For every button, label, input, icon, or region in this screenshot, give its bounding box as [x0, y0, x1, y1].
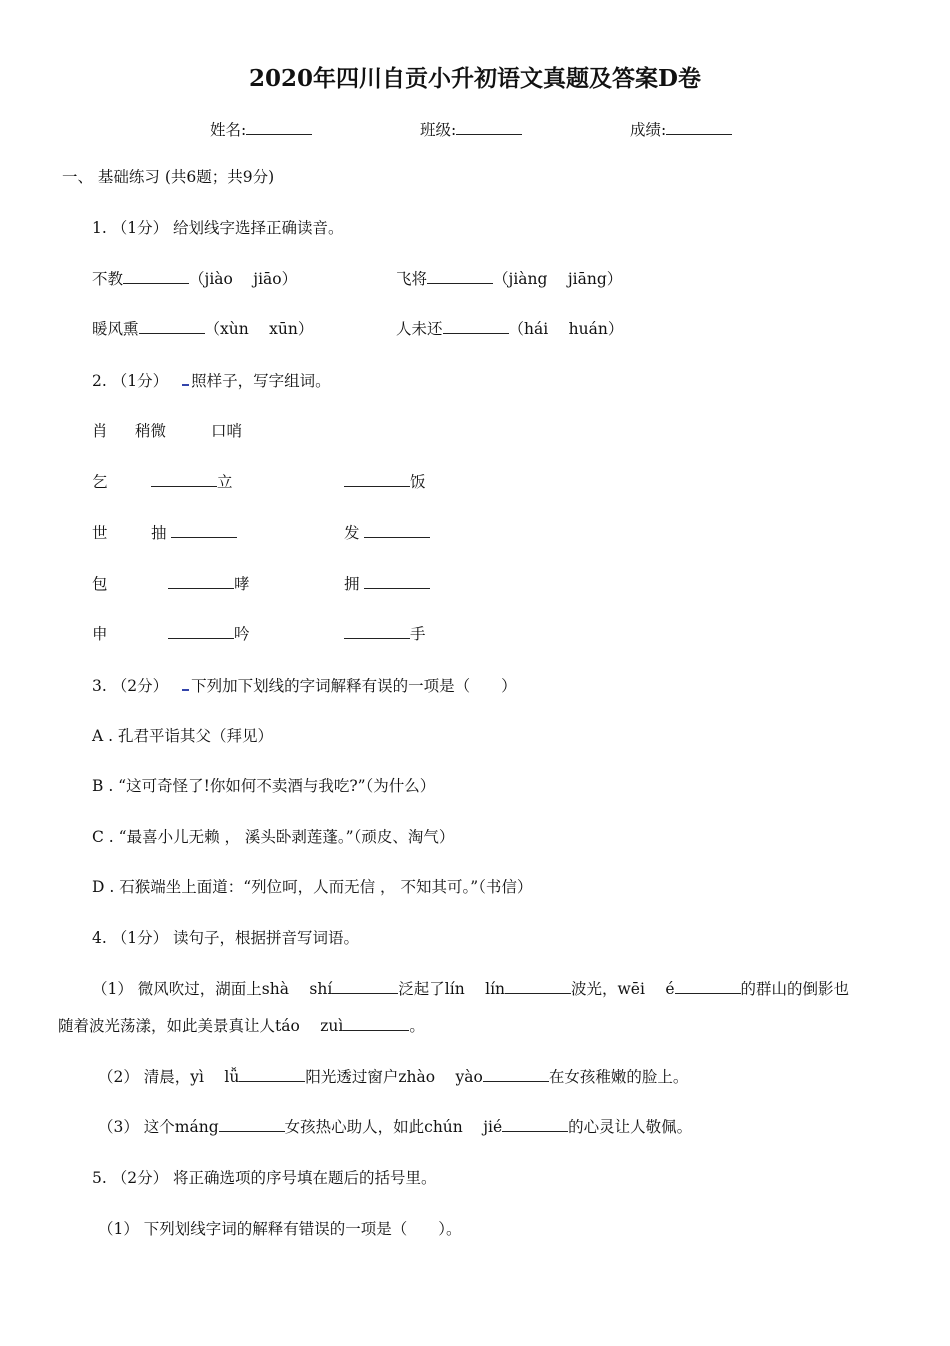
- underline-marker: [182, 370, 189, 386]
- q4-part2: [98, 1067, 688, 1087]
- q2-char: 手: [410, 625, 426, 643]
- q1-options: （jiàng jiāng）: [493, 270, 623, 288]
- q4-text: 随着波光荡漾，如此美景真让人táo zuì: [58, 1017, 344, 1035]
- score-blank[interactable]: [666, 120, 732, 135]
- q5-sub1: （1） 下列划线字词的解释有错误的一项是（ ）。: [98, 1220, 462, 1238]
- q1-item-1: [92, 269, 297, 289]
- answer-blank[interactable]: [344, 472, 410, 487]
- answer-blank[interactable]: [151, 472, 217, 487]
- q2-char: 拥: [344, 575, 360, 593]
- name-blank[interactable]: [246, 120, 312, 135]
- q1-options: （xùn xūn）: [204, 320, 314, 338]
- class-blank[interactable]: [456, 120, 522, 135]
- q1-item-3: [92, 319, 313, 339]
- q2-char: 哮: [234, 575, 250, 593]
- q4-text: （3） 这个máng: [98, 1118, 219, 1136]
- answer-blank[interactable]: [332, 979, 398, 994]
- q4-part1-line2: [58, 1016, 425, 1036]
- q4-text: 在女孩稚嫩的脸上。: [548, 1068, 689, 1086]
- section-heading: 一、 基础练习 (共6题；共9分): [62, 168, 275, 186]
- answer-blank[interactable]: [675, 979, 741, 994]
- q4-text: 阳光透过窗户zhào yào: [305, 1068, 483, 1086]
- q2-row1-b: [344, 472, 426, 492]
- answer-blank[interactable]: [344, 624, 410, 639]
- answer-blank[interactable]: [502, 1117, 568, 1132]
- q2-row4-b: [344, 624, 426, 644]
- class-label: 班级:: [420, 121, 457, 139]
- answer-blank[interactable]: [139, 319, 205, 334]
- q2-example-word1: 稍微: [135, 422, 167, 440]
- q3-stem: [92, 675, 517, 696]
- q1-options: （hái huán）: [508, 320, 624, 338]
- q2-char: 饭: [410, 473, 426, 491]
- answer-blank[interactable]: [171, 523, 237, 538]
- underline-marker: [182, 675, 189, 691]
- q2-row2-a: [151, 523, 237, 543]
- q2-row1-a: [151, 472, 233, 492]
- q1-word: 人未还: [396, 320, 443, 338]
- score-field[interactable]: [630, 118, 732, 140]
- q2-row-char: 申: [92, 625, 108, 643]
- q2-stem: [92, 370, 331, 391]
- q4-part1-line1: [92, 979, 849, 999]
- q2-char: 发: [344, 524, 360, 542]
- answer-blank[interactable]: [364, 523, 430, 538]
- class-field[interactable]: [420, 118, 522, 140]
- answer-blank[interactable]: [505, 979, 571, 994]
- q2-char: 抽: [151, 524, 167, 542]
- q2-row3-b: [344, 574, 430, 594]
- q2-example-char: 肖: [92, 422, 108, 440]
- q1-word: 暖风熏: [92, 320, 139, 338]
- q1-word: 飞将: [396, 270, 428, 288]
- q2-number: 2. （1分）: [92, 372, 169, 390]
- answer-blank[interactable]: [343, 1016, 409, 1031]
- answer-blank[interactable]: [443, 319, 509, 334]
- answer-blank[interactable]: [123, 269, 189, 284]
- q3-option-c[interactable]: C . “最喜小儿无赖 ， 溪头卧剥莲蓬。”（顽皮、淘气）: [92, 828, 455, 846]
- q2-row3-a: [168, 574, 250, 594]
- answer-blank[interactable]: [364, 574, 430, 589]
- name-label: 姓名:: [210, 121, 247, 139]
- q4-text: 泛起了lín lín: [398, 980, 506, 998]
- q3-number: 3. （2分）: [92, 677, 169, 695]
- q4-text: （1） 微风吹过，湖面上shà shí: [92, 980, 333, 998]
- q4-text: 。: [409, 1017, 425, 1035]
- q2-row-char: 乞: [92, 473, 108, 491]
- name-field[interactable]: [210, 118, 312, 140]
- answer-blank[interactable]: [219, 1117, 285, 1132]
- q4-text: 的群山的倒影也: [740, 980, 850, 998]
- q4-text: 波光，wēi é: [571, 980, 675, 998]
- q2-row2-b: [344, 523, 430, 543]
- answer-blank[interactable]: [239, 1067, 305, 1082]
- answer-blank[interactable]: [168, 624, 234, 639]
- q1-item-2: [396, 269, 622, 289]
- q4-text: 的心灵让人敬佩。: [568, 1118, 693, 1136]
- q1-item-4: [396, 319, 623, 339]
- q3-text: 下列加下划线的字词解释有误的一项是（ ）: [191, 677, 517, 695]
- q4-stem: 4. （1分） 读句子，根据拼音写词语。: [92, 929, 360, 947]
- q4-part3: [98, 1117, 692, 1137]
- answer-blank[interactable]: [168, 574, 234, 589]
- q2-char: 吟: [234, 625, 250, 643]
- q2-text: 照样子，写字组词。: [191, 372, 331, 390]
- q5-stem: 5. （2分） 将正确选项的序号填在题后的括号里。: [92, 1169, 437, 1187]
- q3-option-b[interactable]: B . “这可奇怪了!你如何不卖酒与我吃?”（为什么）: [92, 777, 436, 795]
- q2-example-word2: 口哨: [211, 422, 243, 440]
- q1-word: 不教: [92, 270, 124, 288]
- q1-options: （jiào jiāo）: [189, 270, 298, 288]
- q1-stem: 1. （1分） 给划线字选择正确读音。: [92, 219, 344, 237]
- q4-text: （2） 清晨，yì lǚ: [98, 1068, 240, 1086]
- q4-text: 女孩热心助人，如此chún jié: [284, 1118, 503, 1136]
- answer-blank[interactable]: [427, 269, 493, 284]
- q2-row-char: 世: [92, 524, 108, 542]
- q3-option-d[interactable]: D . 石猴端坐上面道：“列位呵，人而无信 ， 不知其可。”（书信）: [92, 878, 533, 896]
- page-title: 2020年四川自贡小升初语文真题及答案D卷: [249, 65, 701, 92]
- answer-blank[interactable]: [483, 1067, 549, 1082]
- q2-row-char: 包: [92, 575, 108, 593]
- q3-option-a[interactable]: A . 孔君平诣其父（拜见）: [92, 727, 273, 745]
- q2-row4-a: [168, 624, 250, 644]
- q2-char: 立: [217, 473, 233, 491]
- score-label: 成绩:: [630, 121, 667, 139]
